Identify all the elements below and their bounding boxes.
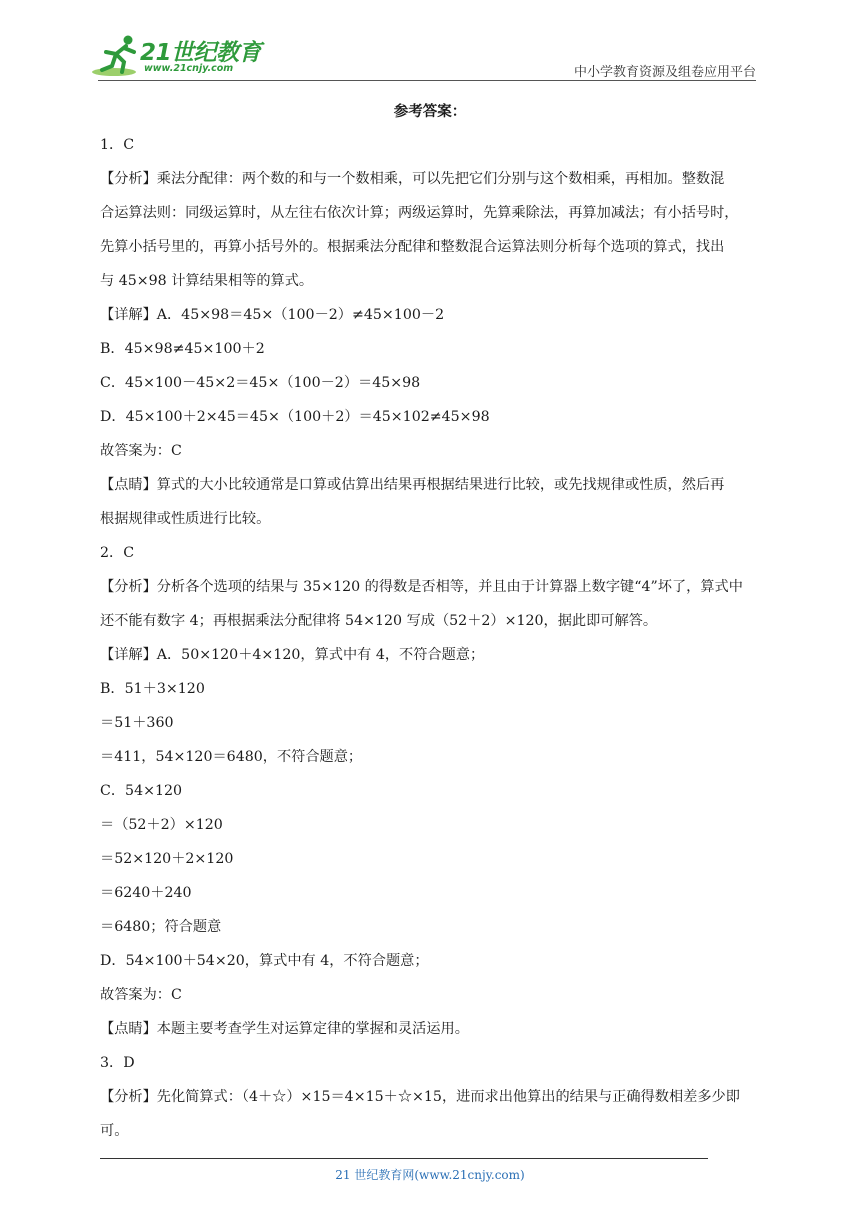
text-line: 可。 <box>100 1123 129 1139</box>
header-divider <box>98 80 756 81</box>
text-line: ＝6240＋240 <box>100 885 192 901</box>
text-line: 【详解】A．45×98＝45×（100－2）≠45×100－2 <box>100 307 445 323</box>
answer-content <box>100 128 765 1148</box>
text-line: 合运算法则：同级运算时，从左往右依次计算；两级运算时，先算乘除法，再算加减法；有小括号时， <box>100 205 739 221</box>
text-line: ＝411，54×120＝6480，不符合题意； <box>100 749 363 765</box>
logo-text: 21世纪教育 <box>140 40 262 66</box>
text-line: B．45×98≠45×100＋2 <box>100 341 265 357</box>
text-line: 根据规律或性质进行比较。 <box>100 511 271 527</box>
text-line: 【分析】分析各个选项的结果与 35×120 的得数是否相等，并且由于计算器上数字键“4”坏了，算式中 <box>100 579 743 595</box>
logo-url: www.21cnjy.com <box>144 63 234 74</box>
text-line: 1．C <box>100 137 135 153</box>
text-line: 【分析】乘法分配律：两个数的和与一个数相乘，可以先把它们分别与这个数相乘，再相加。整数混 <box>100 171 725 187</box>
text-line: C．54×120 <box>100 783 183 799</box>
text-line: ＝51＋360 <box>100 715 174 731</box>
page-title: 参考答案： <box>393 104 467 120</box>
footer-divider <box>100 1158 708 1159</box>
text-line: 2．C <box>100 545 135 561</box>
footer-link[interactable]: 21 世纪教育网(www.21cnjy.com) <box>335 1168 525 1182</box>
text-line: 【分析】先化简算式：（4＋☆）×15＝4×15＋☆×15，进而求出他算出的结果与正确得数相差多少即 <box>100 1089 740 1105</box>
text-line: 故答案为：C <box>100 987 182 1003</box>
text-line: B．51＋3×120 <box>100 681 205 697</box>
page-header <box>0 0 860 90</box>
text-line: 【详解】A．50×120＋4×120，算式中有 4，不符合题意； <box>100 647 485 663</box>
text-line: 故答案为：C <box>100 443 182 459</box>
logo <box>92 32 262 78</box>
text-line: 【点睛】本题主要考查学生对运算定律的掌握和灵活运用。 <box>100 1021 469 1037</box>
text-line: 还不能有数字 4；再根据乘法分配律将 54×120 写成（52＋2）×120，据此即可解答。 <box>100 613 658 629</box>
text-line: C．45×100－45×2＝45×（100－2）＝45×98 <box>100 375 421 391</box>
text-line: ＝（52＋2）×120 <box>100 817 223 833</box>
text-line: ＝52×120＋2×120 <box>100 851 234 867</box>
text-line: D．45×100＋2×45＝45×（100＋2）＝45×102≠45×98 <box>100 409 490 425</box>
runner-logo-icon <box>92 32 142 78</box>
text-line: D．54×100＋54×20，算式中有 4，不符合题意； <box>100 953 429 969</box>
text-line: ＝6480；符合题意 <box>100 919 222 935</box>
text-line: 3．D <box>100 1055 135 1071</box>
text-line: 与 45×98 计算结果相等的算式。 <box>100 273 314 289</box>
text-line: 【点睛】算式的大小比较通常是口算或估算出结果再根据结果进行比较，或先找规律或性质，然后再 <box>100 477 725 493</box>
text-line: 先算小括号里的，再算小括号外的。根据乘法分配律和整数混合运算法则分析每个选项的算式，找出 <box>100 239 725 255</box>
platform-label: 中小学教育资源及组卷应用平台 <box>573 65 756 80</box>
